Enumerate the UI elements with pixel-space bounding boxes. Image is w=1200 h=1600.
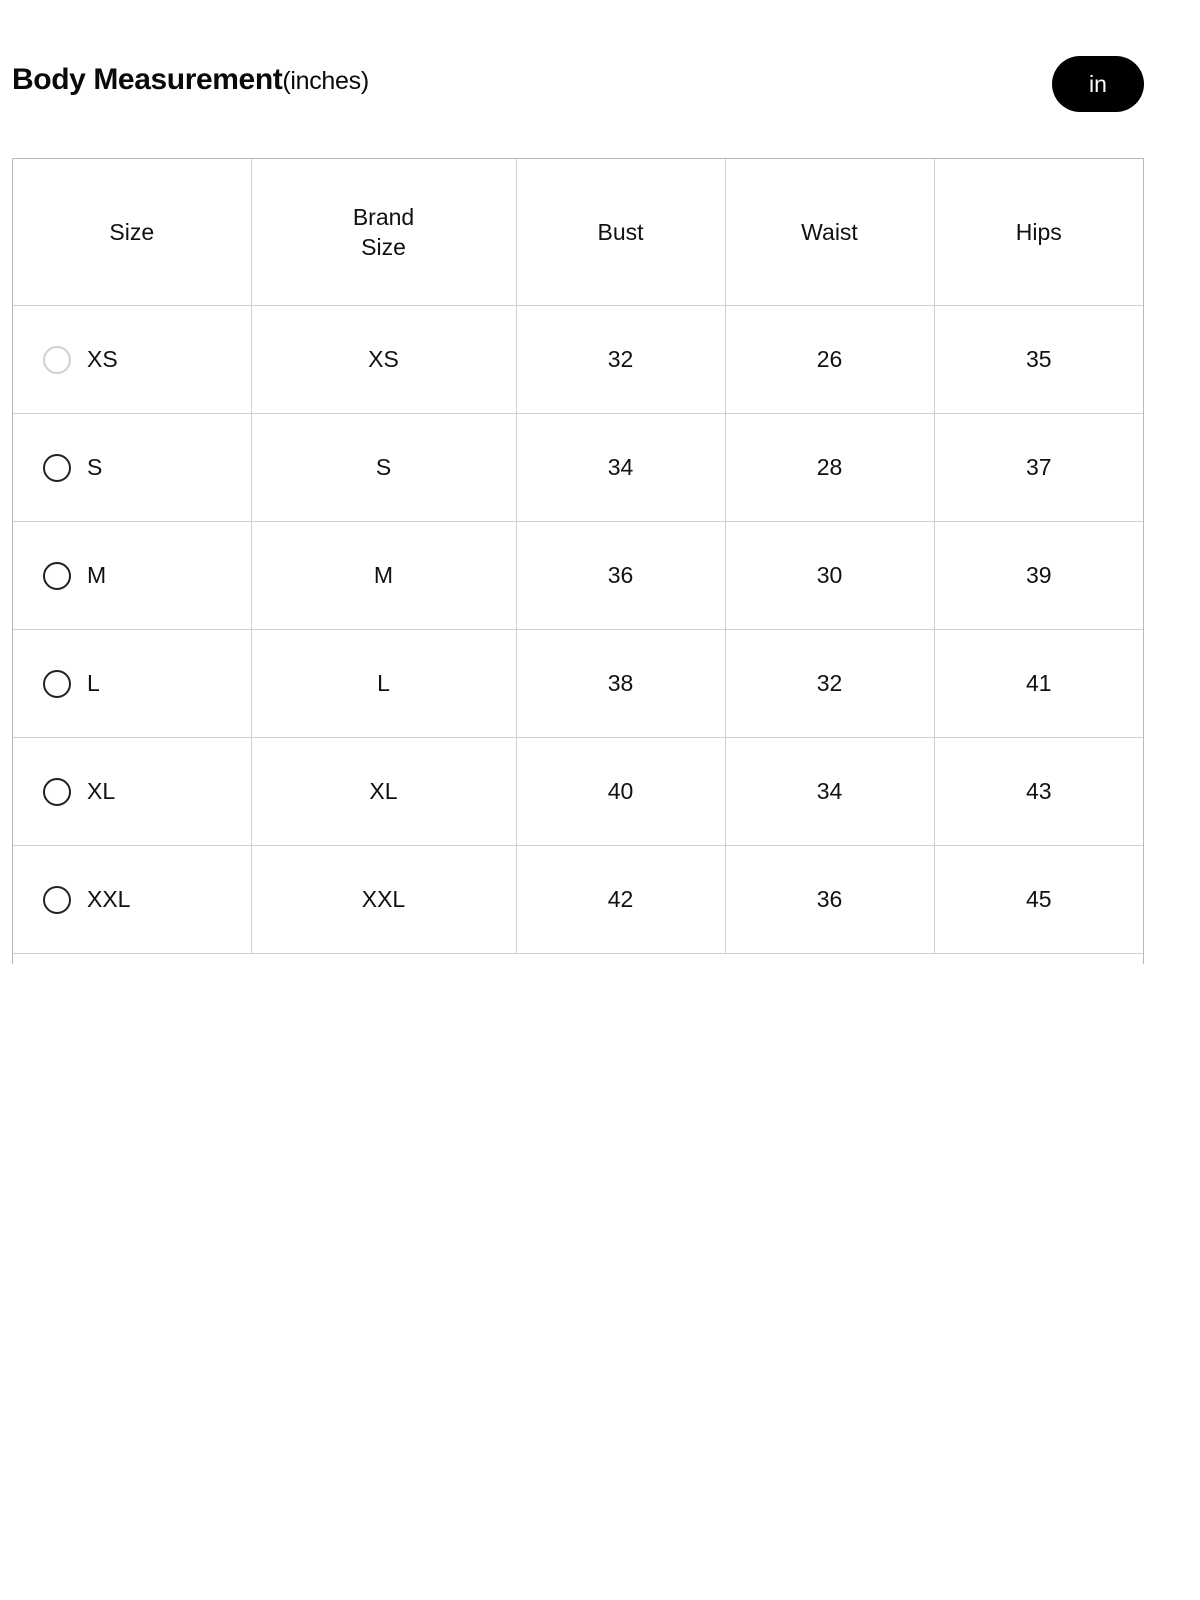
column-header-waist xyxy=(725,159,934,306)
size-table xyxy=(13,159,1143,954)
radio-button-icon[interactable] xyxy=(43,562,71,590)
page-title-main: Body Measurement xyxy=(12,63,283,96)
radio-button-icon[interactable] xyxy=(43,670,71,698)
column-header-size-line1: Size xyxy=(109,218,155,245)
column-header-waist-line1: Waist xyxy=(801,218,858,245)
waist-cell: 30 xyxy=(725,522,934,630)
brand-size-cell: M xyxy=(251,522,516,630)
size-table-container xyxy=(12,158,1144,964)
table-row[interactable] xyxy=(13,306,1143,414)
unit-toggle-label: in xyxy=(1089,70,1107,97)
brand-size-cell: XXL xyxy=(251,846,516,954)
waist-cell: 28 xyxy=(725,414,934,522)
column-header-bust xyxy=(516,159,725,306)
hips-cell: 43 xyxy=(934,738,1143,846)
size-table-head xyxy=(13,159,1143,306)
size-label: L xyxy=(87,670,100,696)
column-header-bust-line1: Bust xyxy=(597,218,644,245)
size-select-cell[interactable] xyxy=(13,306,251,414)
waist-cell: 26 xyxy=(725,306,934,414)
size-label: M xyxy=(87,562,107,588)
bust-cell: 32 xyxy=(516,306,725,414)
bust-cell: 38 xyxy=(516,630,725,738)
brand-size-cell: L xyxy=(251,630,516,738)
radio-button-icon[interactable] xyxy=(43,346,71,374)
column-header-brand-size-line1: Brand xyxy=(352,203,415,230)
bust-cell: 36 xyxy=(516,522,725,630)
size-label: XL xyxy=(87,778,116,804)
table-row[interactable] xyxy=(13,630,1143,738)
column-header-brand-size-line2: Size xyxy=(361,234,406,260)
table-row[interactable] xyxy=(13,738,1143,846)
radio-button-icon[interactable] xyxy=(43,886,71,914)
size-label: S xyxy=(87,454,103,480)
table-row[interactable] xyxy=(13,414,1143,522)
page-title-unit: (inches) xyxy=(282,67,369,95)
size-label: XS xyxy=(87,346,118,372)
size-label: XXL xyxy=(87,886,131,912)
size-select-cell[interactable] xyxy=(13,414,251,522)
size-table-body xyxy=(13,306,1143,954)
hips-cell: 41 xyxy=(934,630,1143,738)
hips-cell: 39 xyxy=(934,522,1143,630)
bust-cell: 42 xyxy=(516,846,725,954)
column-header-brand-size xyxy=(251,159,516,306)
unit-toggle-button[interactable] xyxy=(1052,56,1144,112)
hips-cell: 45 xyxy=(934,846,1143,954)
table-row[interactable] xyxy=(13,846,1143,954)
waist-cell: 34 xyxy=(725,738,934,846)
waist-cell: 36 xyxy=(725,846,934,954)
brand-size-cell: XS xyxy=(251,306,516,414)
size-select-cell[interactable] xyxy=(13,522,251,630)
bust-cell: 34 xyxy=(516,414,725,522)
radio-button-icon[interactable] xyxy=(43,778,71,806)
size-select-cell[interactable] xyxy=(13,738,251,846)
size-select-cell[interactable] xyxy=(13,846,251,954)
page-title xyxy=(12,63,369,97)
hips-cell: 37 xyxy=(934,414,1143,522)
page-header xyxy=(12,0,1188,120)
waist-cell: 32 xyxy=(725,630,934,738)
column-header-size xyxy=(13,159,251,306)
brand-size-cell: S xyxy=(251,414,516,522)
bust-cell: 40 xyxy=(516,738,725,846)
table-row[interactable] xyxy=(13,522,1143,630)
size-select-cell[interactable] xyxy=(13,630,251,738)
column-header-hips-line1: Hips xyxy=(1015,218,1062,245)
brand-size-cell: XL xyxy=(251,738,516,846)
table-header-row xyxy=(13,159,1143,306)
hips-cell: 35 xyxy=(934,306,1143,414)
radio-button-icon[interactable] xyxy=(43,454,71,482)
column-header-hips xyxy=(934,159,1143,306)
